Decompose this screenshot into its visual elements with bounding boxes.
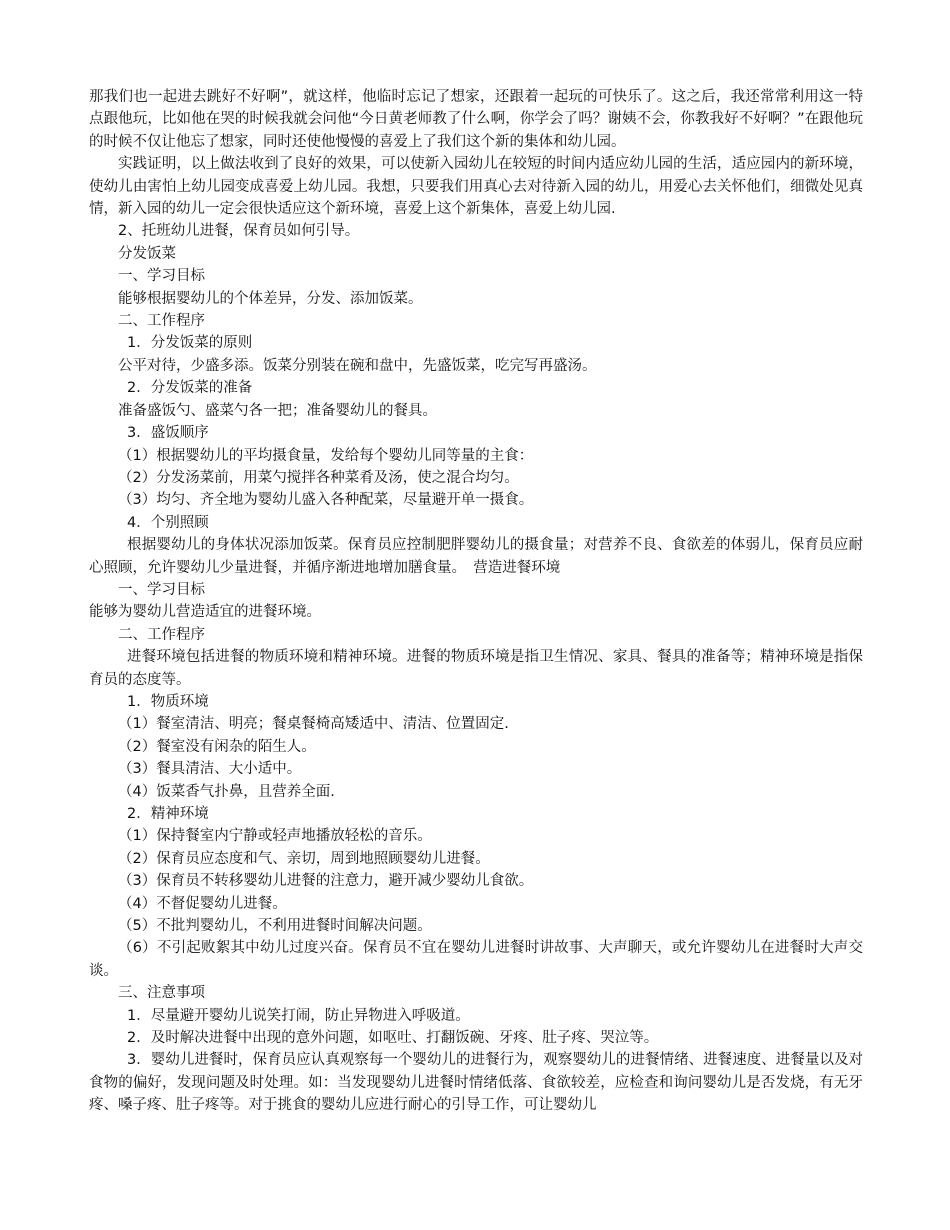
list-item-physical-1: （1）餐室清洁、明亮；餐桌餐椅高矮适中、清洁、位置固定. (118, 716, 509, 733)
heading-notes: 三、注意事项 (118, 985, 205, 1002)
heading-physical-environment: 1．物质环境 (127, 693, 209, 710)
paragraph-learning-goal-2: 能够为婴幼儿营造适宜的进餐环境。 (89, 604, 321, 621)
list-item-physical-4: （4）饭菜香气扑鼻，且营养全面. (118, 783, 335, 800)
paragraph-individual-care: 根据婴幼儿的身体状况添加饭菜。保育员应控制肥胖婴幼儿的摄食量；对营养不良、食欲差的体弱儿，保育员应耐心照顾，允许婴幼儿少量进餐，并循序渐进地增加膳食量。 营造进餐环境 (89, 537, 863, 576)
list-item-mental-1: （1）保持餐室内宁静或轻声地播放轻松的音乐。 (118, 828, 432, 845)
list-item-serving-3: （3）均匀、齐全地为婴幼儿盛入各种配菜，尽量避开单一摄食。 (118, 492, 534, 509)
list-item-note-3: 3．婴幼儿进餐时，保育员应认真观察每一个婴幼儿的进餐行为，观察婴幼儿的进餐情绪、进餐速度、进餐量以及对食物的偏好，发现问题及时处理。如：当发现婴幼儿进餐时情绪低落、食欲较差，应检查和询问婴幼儿是否发烧，有无牙疼、嗓子疼、肚子疼等。对于挑食的婴幼儿应进行耐心的引导工作，可让婴幼儿 (89, 1052, 863, 1114)
list-item-mental-6: （6）不引起败絮其中幼儿过度兴奋。保育员不宜在婴幼儿进餐时讲故事、大声聊天，或允许婴幼儿在进餐时大声交谈。 (89, 940, 863, 979)
list-item-note-1: 1．尽量避开婴幼儿说笑打闹，防止异物进入呼吸道。 (127, 1007, 470, 1024)
list-item-note-2: 2．及时解决进餐中出现的意外问题，如呕吐、打翻饭碗、牙疼、肚子疼、哭泣等。 (127, 1030, 659, 1047)
paragraph-continuation: 那我们也一起进去跳好不好啊”，就这样，他临时忘记了想家，还跟着一起玩的可快乐了。这之后，我还常常利用这一特点跟他玩，比如他在哭的时候我就会问他“今日黄老师教了什么啊，你学会了吗？谢姨不会，你教我好不好啊？”在跟他玩的时候不仅让他忘了想家，同时还使他慢慢的喜爱上了我们这个新的集体和幼儿园。 (89, 89, 863, 150)
paragraph-practice-proof: 实践证明，以上做法收到了良好的效果，可以使新入园幼儿在较短的时间内适应幼儿园的生活，适应园内的新环境，使幼儿由害怕上幼儿园变成喜爱上幼儿园。我想，只要我们用真心去对待新入园的幼儿，用爱心去关怀他们，细微处见真情，新入园的幼儿一定会很快适应这个新环境，喜爱上这个新集体，喜爱上幼儿园. (89, 156, 863, 218)
heading-work-procedure: 二、工作程序 (118, 313, 205, 330)
paragraph-dining-environment: 进餐环境包括进餐的物质环境和精神环境。进餐的物质环境是指卫生情况、家具、餐具的准备等；精神环境是指保育员的态度等。 (89, 649, 863, 688)
list-item-mental-5: （5）不批判婴幼儿，不利用进餐时间解决问题。 (118, 918, 432, 935)
heading-work-procedure-2: 二、工作程序 (118, 626, 205, 643)
heading-preparation: 2．分发饭菜的准备 (127, 380, 253, 397)
list-item-mental-2: （2）保育员应态度和气、亲切，周到地照顾婴幼儿进餐。 (118, 850, 490, 867)
heading-serving-order: 3．盛饭顺序 (127, 425, 209, 442)
list-item-mental-4: （4）不督促婴幼儿进餐。 (118, 895, 287, 912)
heading-individual-care: 4．个别照顾 (127, 514, 209, 531)
paragraph-preparation: 准备盛饭勺、盛菜勺各一把；准备婴幼儿的餐具。 (118, 402, 437, 419)
paragraph-principle: 公平对待，少盛多添。饭菜分别装在碗和盘中，先盛饭菜，吃完写再盛汤。 (118, 357, 597, 374)
list-item-mental-3: （3）保育员不转移婴幼儿进餐的注意力，避开减少婴幼儿食欲。 (118, 873, 534, 890)
list-item-serving-2: （2）分发汤菜前，用菜勺搅拌各种菜肴及汤，使之混合均匀。 (118, 469, 519, 486)
subheading-distribute-meals: 分发饭菜 (118, 245, 176, 262)
document-body (89, 86, 863, 1117)
paragraph-learning-goal: 能够根据婴幼儿的个体差异，分发、添加饭菜。 (118, 290, 423, 307)
heading-learning-goal-2: 一、学习目标 (118, 581, 205, 598)
section-heading-question-2: 2、托班幼儿进餐，保育员如何引导。 (118, 223, 360, 240)
list-item-physical-2: （2）餐室没有闲杂的陌生人。 (118, 738, 316, 755)
heading-learning-goal: 一、学习目标 (118, 268, 205, 285)
heading-principle: 1．分发饭菜的原则 (127, 335, 253, 352)
list-item-physical-3: （3）餐具清洁、大小适中。 (118, 761, 302, 778)
heading-mental-environment: 2．精神环境 (127, 806, 209, 822)
list-item-serving-1: （1）根据婴幼儿的平均摄食量，发给每个婴幼儿同等量的主食： (118, 447, 534, 464)
